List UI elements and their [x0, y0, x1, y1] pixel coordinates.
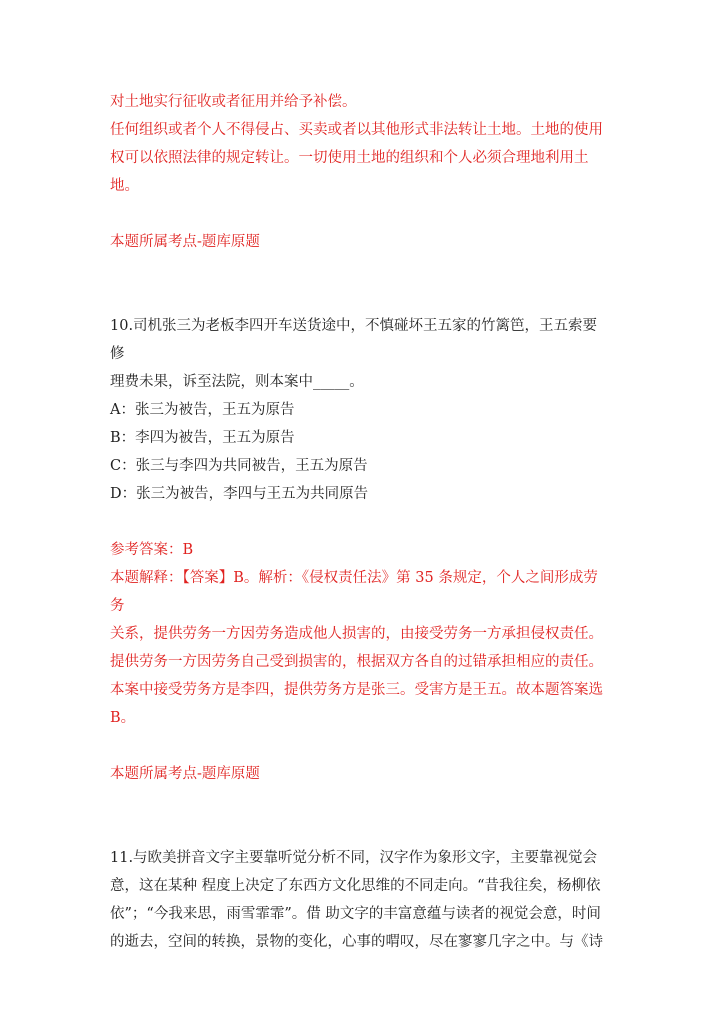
option-a: A：张三为被告，王五为原告 — [110, 402, 295, 418]
document-body — [110, 88, 610, 956]
topic-label: 本题所属考点-题库原题 — [110, 766, 260, 782]
question-stem: 依”；“今我来思，雨雪霏霏”。借 助文字的丰富意蕴与读者的视觉会意，时间 — [110, 906, 601, 922]
question-stem: 的逝去，空间的转换，景物的变化，心事的喟叹，尽在寥寥几字之中。与《诗 — [110, 934, 603, 950]
question-stem: 理费未果，诉至法院，则本案中_____。 — [110, 374, 364, 390]
previous-analysis — [110, 88, 610, 200]
analysis-line: 地。 — [110, 178, 139, 194]
option-b: B：李四为被告，王五为原告 — [110, 430, 295, 446]
reference-answer: 参考答案：B — [110, 542, 194, 558]
question-10 — [110, 312, 610, 508]
question-11 — [110, 844, 610, 956]
analysis-line: 本题解释：【答案】B。解析：《侵权责任法》第 35 条规定，个人之间形成劳务 — [110, 570, 598, 614]
analysis-line: 关系，提供劳务一方因劳务造成他人损害的，由接受劳务一方承担侵权责任。 — [110, 626, 603, 642]
analysis-line: 任何组织或者个人不得侵占、买卖或者以其他形式非法转让土地。土地的使用 — [110, 122, 603, 138]
analysis-line: 权可以依照法律的规定转让。一切使用土地的组织和个人必须合理地利用土 — [110, 150, 589, 166]
option-c: C：张三与李四为共同被告，王五为原告 — [110, 458, 368, 474]
analysis-line: B。 — [110, 710, 136, 726]
question-stem: 11.与欧美拼音文字主要靠听觉分析不同，汉字作为象形文字，主要靠视觉会 — [110, 850, 598, 866]
option-d: D：张三为被告，李四与王五为共同原告 — [110, 486, 369, 502]
question-stem: 意，这在某种 程度上决定了东西方文化思维的不同走向。“昔我往矣，杨柳依 — [110, 878, 601, 894]
analysis-line: 提供劳务一方因劳务自己受到损害的，根据双方各自的过错承担相应的责任。 — [110, 654, 603, 670]
question-stem: 10.司机张三为老板李四开车送货途中，不慎碰坏王五家的竹篱笆，王五索要修 — [110, 318, 598, 362]
analysis-line: 本案中接受劳务方是李四，提供劳务方是张三。受害方是王五。故本题答案选 — [110, 682, 603, 698]
topic-label: 本题所属考点-题库原题 — [110, 234, 260, 250]
analysis-line: 对土地实行征收或者征用并给予补偿。 — [110, 94, 357, 110]
question-10-answer — [110, 536, 610, 732]
